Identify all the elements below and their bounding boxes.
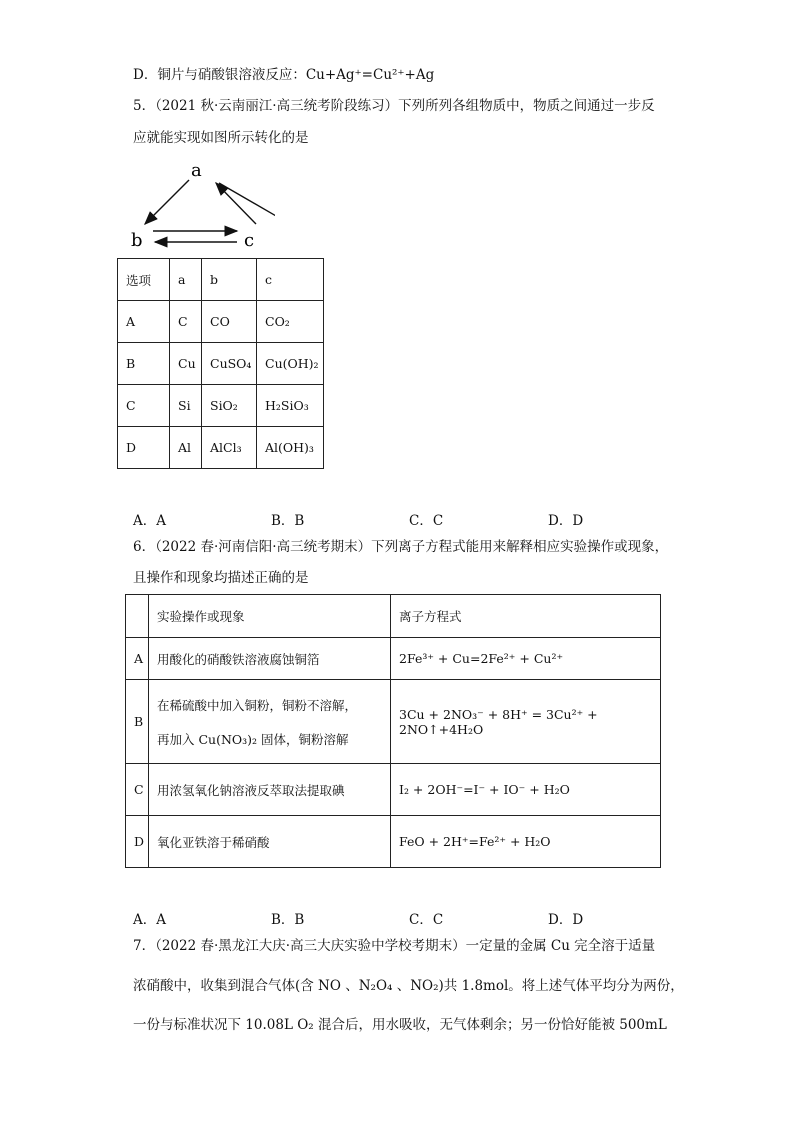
equation-cell: FeO + 2H⁺=Fe²⁺ + H₂O bbox=[391, 816, 661, 868]
table-cell: AlCl₃ bbox=[202, 427, 257, 469]
header-cell: 实验操作或现象 bbox=[149, 595, 391, 638]
table-row bbox=[118, 301, 324, 343]
q6-stem-line2: 且操作和现象均描述正确的是 bbox=[133, 570, 309, 586]
header-cell: 选项 bbox=[118, 259, 170, 301]
header-cell: 离子方程式 bbox=[391, 595, 661, 638]
q5-option-a[interactable]: A．A bbox=[133, 513, 166, 529]
arrow-a-to-b bbox=[145, 180, 189, 224]
transformation-diagram bbox=[125, 158, 275, 253]
table-header-row bbox=[118, 259, 324, 301]
q5-option-b[interactable]: B．B bbox=[271, 513, 305, 529]
header-cell: b bbox=[202, 259, 257, 301]
q5-option-c[interactable]: C．C bbox=[409, 513, 444, 529]
q5-options-table bbox=[117, 258, 324, 469]
table-cell: CO bbox=[202, 301, 257, 343]
operation-line2: 再加入 Cu(NO₃)₂ 固体，铜粉溶解 bbox=[157, 731, 349, 747]
table-row bbox=[126, 764, 661, 816]
table-cell: C bbox=[170, 301, 202, 343]
equation-cell: 3Cu + 2NO₃⁻ + 8H⁺ = 3Cu²⁺ + 2NO↑+4H₂O bbox=[391, 680, 661, 764]
table-cell: Al bbox=[170, 427, 202, 469]
table-cell: Cu(OH)₂ bbox=[257, 343, 324, 385]
table-header-row bbox=[126, 595, 661, 638]
table-cell: Cu bbox=[170, 343, 202, 385]
header-cell: c bbox=[257, 259, 324, 301]
table-cell: Al(OH)₃ bbox=[257, 427, 324, 469]
q6-stem-line1: 6．（2022 春·河南信阳·高三统考期末）下列离子方程式能用来解释相应实验操作或现象， bbox=[133, 539, 669, 555]
table-row bbox=[126, 816, 661, 868]
q6-option-b[interactable]: B．B bbox=[271, 912, 305, 928]
q6-options-table bbox=[125, 594, 661, 868]
table-row bbox=[118, 427, 324, 469]
operation-line1: 在稀硫酸中加入铜粉，铜粉不溶解， bbox=[157, 697, 358, 713]
equation-cell: I₂ + 2OH⁻=I⁻ + IO⁻ + H₂O bbox=[391, 764, 661, 816]
operation-cell: 用酸化的硝酸铁溶液腐蚀铜箔 bbox=[149, 638, 391, 680]
operation-cell bbox=[149, 680, 391, 764]
q4-option-d: D．铜片与硝酸银溶液反应：Cu+Ag⁺=Cu²⁺+Ag bbox=[133, 67, 435, 83]
table-row bbox=[126, 680, 661, 764]
q6-option-a[interactable]: A．A bbox=[133, 912, 166, 928]
header-cell: a bbox=[170, 259, 202, 301]
table-row bbox=[126, 638, 661, 680]
equation-cell: 2Fe³⁺ + Cu=2Fe²⁺ + Cu²⁺ bbox=[391, 638, 661, 680]
q5-option-d[interactable]: D．D bbox=[548, 513, 584, 529]
table-cell: B bbox=[118, 343, 170, 385]
table-row bbox=[118, 385, 324, 427]
table-cell: D bbox=[118, 427, 170, 469]
operation-cell: 氧化亚铁溶于稀硝酸 bbox=[149, 816, 391, 868]
node-c: c bbox=[244, 230, 255, 251]
operation-cell: 用浓氢氧化钠溶液反萃取法提取碘 bbox=[149, 764, 391, 816]
arrow-c-to-a bbox=[216, 183, 256, 224]
table-cell: C bbox=[118, 385, 170, 427]
table-cell: SiO₂ bbox=[202, 385, 257, 427]
row-label: C bbox=[126, 764, 149, 816]
q7-line2: 浓硝酸中，收集到混合气体(含 NO 、N₂O₄ 、NO₂)共 1.8mol。将上述气体平均分为两份， bbox=[133, 978, 684, 994]
q6-option-c[interactable]: C．C bbox=[409, 912, 444, 928]
q6-option-d[interactable]: D．D bbox=[548, 912, 584, 928]
table-cell: Si bbox=[170, 385, 202, 427]
q7-line1: 7．（2022 春·黑龙江大庆·高三大庆实验中学校考期末）一定量的金属 Cu 完全溶于适量 bbox=[133, 938, 656, 954]
row-label: B bbox=[126, 680, 149, 764]
header-cell bbox=[126, 595, 149, 638]
table-cell: A bbox=[118, 301, 170, 343]
table-cell: CuSO₄ bbox=[202, 343, 257, 385]
row-label: A bbox=[126, 638, 149, 680]
row-label: D bbox=[126, 816, 149, 868]
node-a: a bbox=[191, 160, 202, 181]
node-b: b bbox=[131, 230, 143, 251]
table-row bbox=[118, 343, 324, 385]
q5-stem-line2: 应就能实现如图所示转化的是 bbox=[133, 130, 309, 146]
q5-stem-line1: 5．（2021 秋·云南丽江·高三统考阶段练习）下列所列各组物质中，物质之间通过一步反 bbox=[133, 98, 655, 114]
table-cell: CO₂ bbox=[257, 301, 324, 343]
q7-line3: 一份与标准状况下 10.08L O₂ 混合后，用水吸收，无气体剩余；另一份恰好能被 500mL bbox=[133, 1017, 667, 1033]
table-cell: H₂SiO₃ bbox=[257, 385, 324, 427]
